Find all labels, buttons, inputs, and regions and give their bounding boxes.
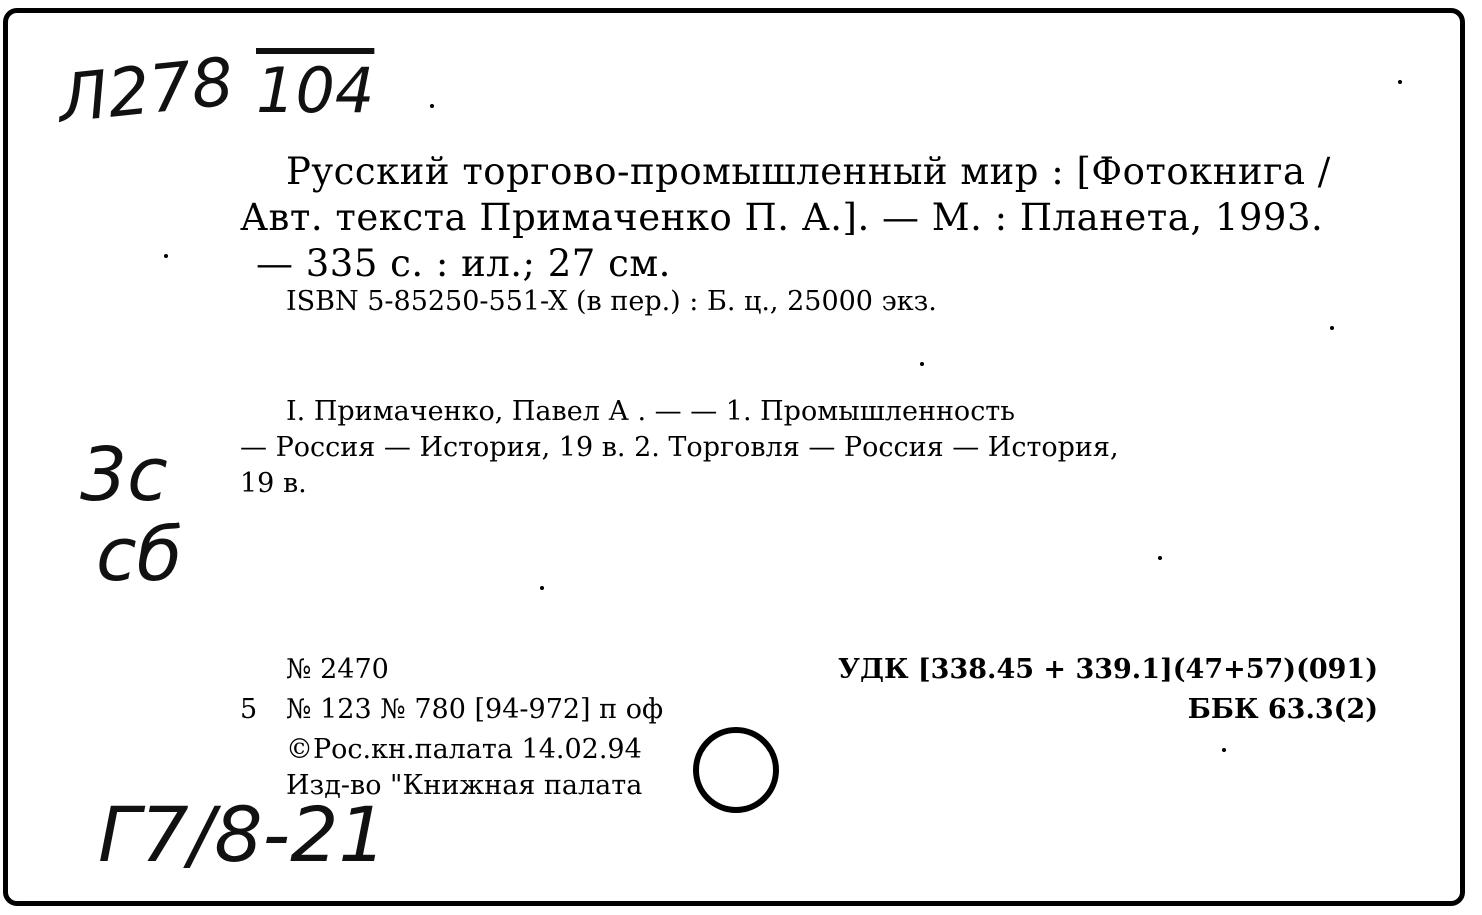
numbers-line: № 123 № 780 [94-972] п оф xyxy=(286,694,664,725)
description-line-1: Русский торгово-промышленный мир : [Фотокнига / xyxy=(286,150,1331,193)
speck xyxy=(1330,326,1334,330)
publisher-line: Изд-во "Книжная палата xyxy=(286,770,643,801)
handwritten-mark-sb: сб xyxy=(96,512,183,598)
description-line-2: Авт. текста Примаченко П. А.]. — М. : Планета, 1993. xyxy=(240,196,1324,239)
speck xyxy=(164,254,168,258)
speck xyxy=(920,362,924,366)
subjects-line-1: I. Примаченко, Павел А . — — 1. Промышленность xyxy=(286,396,1015,427)
handwritten-bottom-mark: Г7/8-21 xyxy=(98,790,387,879)
speck xyxy=(540,586,544,590)
subjects-line-2: — Россия — История, 19 в. 2. Торговля — Россия — История, xyxy=(240,432,1119,463)
speck xyxy=(1222,748,1226,752)
copy-count: 5 xyxy=(240,694,258,725)
description-line-3: — 335 с. : ил.; 27 см. xyxy=(256,242,671,285)
copyright-line: ©Рос.кн.палата 14.02.94 xyxy=(286,734,642,765)
card-number: № 2470 xyxy=(286,654,389,685)
stamp-circle-icon xyxy=(688,722,784,818)
handwritten-mark-3c: 3с xyxy=(80,432,168,518)
udc-code: УДК [338.45 + 339.1](47+57)(091) xyxy=(838,654,1378,685)
bbk-code: ББК 63.3(2) xyxy=(1187,694,1378,725)
speck xyxy=(1398,80,1402,84)
speck xyxy=(430,104,434,108)
speck xyxy=(1158,556,1162,560)
isbn-line: ISBN 5-85250-551-X (в пер.) : Б. ц., 25000 экз. xyxy=(286,286,937,317)
shelfmark-suffix: 104 xyxy=(256,54,375,127)
shelfmark-prefix: Л278 xyxy=(54,43,238,138)
subjects-line-3: 19 в. xyxy=(240,468,307,499)
